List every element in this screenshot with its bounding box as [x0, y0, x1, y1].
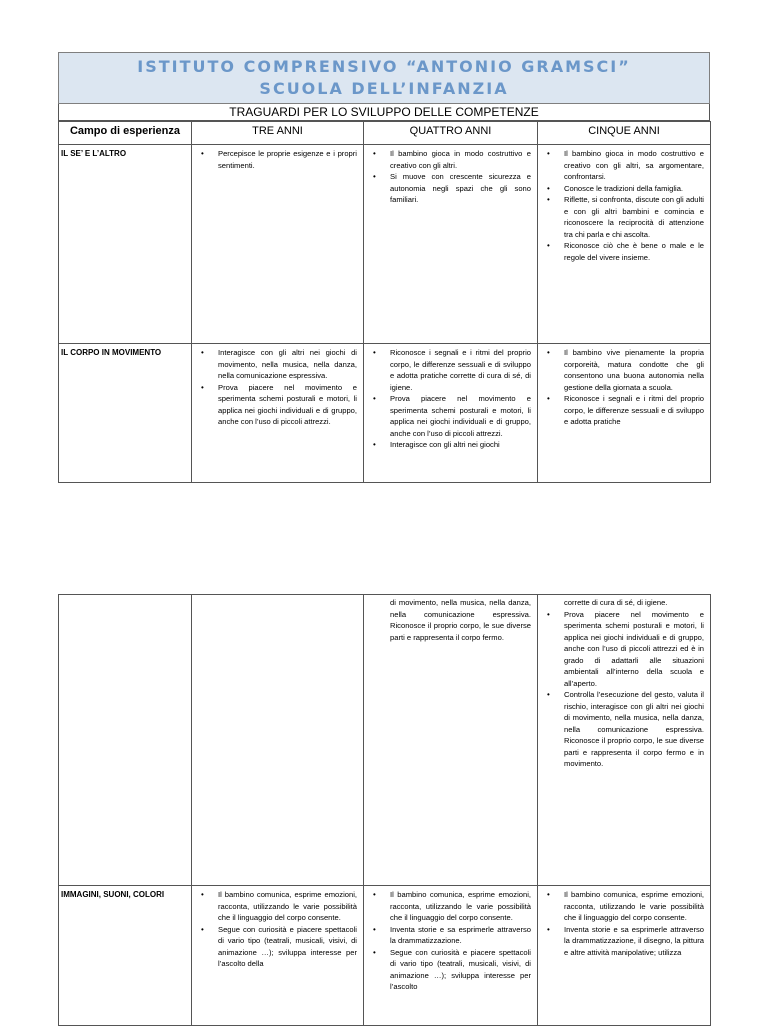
list-item: • Conosce le tradizioni della famiglia. — [564, 183, 704, 195]
list-item: • Riconosce ciò che è bene o male e le regole del vivere insieme. — [564, 240, 704, 263]
cell-cinque-anni — [538, 886, 711, 1026]
list-item: • Segue con curiosità e piacere spettacoli di vario tipo (teatrali, musicali, visivi, di animazione …); sviluppa interesse per l’ascolto — [390, 947, 531, 993]
document-page-1 — [58, 52, 710, 483]
school-type: SCUOLA DELL’INFANZIA — [259, 79, 509, 98]
campo-immagini-suoni-colori: IMMAGINI, SUONI, COLORI — [59, 886, 192, 1026]
list-item: • Il bambino gioca in modo costruttivo e creativo con gli altri, sa argomentare, confrontarsi. — [564, 148, 704, 183]
cell-tre-anni — [192, 886, 364, 1026]
document-page-2 — [58, 594, 710, 1026]
list-item: • Il bambino comunica, esprime emozioni, racconta, utilizzando le varie possibilità che il linguaggio del corpo consente. — [390, 889, 531, 924]
cell-tre-anni-empty — [192, 595, 364, 886]
list-item: • Si muove con crescente sicurezza e autonomia negli spazi che gli sono familiari. — [390, 171, 531, 206]
school-header — [58, 52, 710, 104]
list-item: • Prova piacere nel movimento e sperimenta schemi posturali e motori, li applica nei giochi individuali e di gruppo, anche con l’uso di piccoli attrezzi ed è in grado di adattarli alle situazioni ambientali all’interno della scuola e all’aperto. — [564, 609, 704, 690]
column-header-cinque-anni: CINQUE ANNI — [538, 122, 711, 145]
column-header-quattro-anni: QUATTRO ANNI — [364, 122, 538, 145]
cell-quattro-anni — [364, 145, 538, 344]
list-item: • Il bambino comunica, esprime emozioni, racconta, utilizzando le varie possibilità che il linguaggio del corpo consente. — [218, 889, 357, 924]
cell-quattro-anni — [364, 886, 538, 1026]
list-item: • Controlla l’esecuzione del gesto, valuta il rischio, interagisce con gli altri nei giochi di movimento, nella musica, nella danza, nella comunicazione espressiva. Riconosce il proprio corpo, le sue diverse parti e rappresenta il corpo fermo e in movimento. — [564, 689, 704, 770]
school-name: ISTITUTO COMPRENSIVO “ANTONIO GRAMSCI” — [137, 57, 631, 76]
table-row — [59, 886, 711, 1026]
cell-quattro-anni — [364, 595, 538, 886]
list-item: • Il bambino comunica, esprime emozioni, racconta, utilizzando le varie possibilità che il linguaggio del corpo consente. — [564, 889, 704, 924]
list-item: • Percepisce le proprie esigenze e i propri sentimenti. — [218, 148, 357, 171]
competence-table-continued — [58, 594, 711, 1026]
column-header-tre-anni: TRE ANNI — [192, 122, 364, 145]
list-item: • Riflette, si confronta, discute con gli adulti e con gli altri bambini e comincia e riconoscere la reciprocità di attenzione tra chi parla e chi ascolta. — [564, 194, 704, 240]
cell-tre-anni — [192, 344, 364, 483]
column-header-campo: Campo di esperienza — [59, 122, 192, 145]
list-item: • Interagisce con gli altri nei giochi di movimento, nella musica, nella danza, nella comunicazione espressiva. — [218, 347, 357, 382]
cell-campo-empty — [59, 595, 192, 886]
cell-cinque-anni — [538, 145, 711, 344]
campo-se-altro: IL SE’ E L’ALTRO — [59, 145, 192, 344]
list-item: • Prova piacere nel movimento e sperimenta schemi posturali e motori, li applica nei giochi individuali e di gruppo, anche con l’uso di piccoli attrezzi. — [218, 382, 357, 428]
cell-cinque-anni — [538, 344, 711, 483]
cell-quattro-anni — [364, 344, 538, 483]
cell-cinque-anni — [538, 595, 711, 886]
table-subtitle: TRAGUARDI PER LO SVILUPPO DELLE COMPETENZE — [58, 104, 710, 121]
list-item-continued: di movimento, nella musica, nella danza, nella comunicazione espressiva. Riconosce il proprio corpo, le sue diverse parti e rappresenta il corpo fermo. — [390, 598, 531, 642]
list-item: • Inventa storie e sa esprimerle attraverso la drammatizzazione. — [390, 924, 531, 947]
list-item: • Interagisce con gli altri nei giochi — [390, 439, 531, 451]
list-item: • Riconosce i segnali e i ritmi del proprio corpo, le differenze sessuali e di sviluppo e adotta pratiche corrette di cura di sé, di igiene. — [390, 347, 531, 393]
campo-corpo-movimento: IL CORPO IN MOVIMENTO — [59, 344, 192, 483]
list-item: • Prova piacere nel movimento e sperimenta schemi posturali e motori, li applica nei giochi individuali e di gruppo, anche con l’uso di piccoli attrezzi. — [390, 393, 531, 439]
list-item: • Riconosce i segnali e i ritmi del proprio corpo, le differenze sessuali e di sviluppo e adotta pratiche — [564, 393, 704, 428]
list-item-continued: corrette di cura di sé, di igiene. — [564, 598, 668, 607]
list-item: • Il bambino gioca in modo costruttivo e creativo con gli altri. — [390, 148, 531, 171]
table-row — [59, 595, 711, 886]
competence-table — [58, 121, 711, 483]
table-row — [59, 145, 711, 344]
cell-tre-anni — [192, 145, 364, 344]
list-item: • Segue con curiosità e piacere spettacoli di vario tipo (teatrali, musicali, visivi, di animazione …); sviluppa interesse per l’ascolto della — [218, 924, 357, 970]
list-item: • Inventa storie e sa esprimerle attraverso la drammatizzazione, il disegno, la pittura e altre attività manipolative; utilizza — [564, 924, 704, 959]
table-row — [59, 344, 711, 483]
list-item: • Il bambino vive pienamente la propria corporeità, matura condotte che gli consentono una buona autonomia nella gestione della giornata a scuola. — [564, 347, 704, 393]
